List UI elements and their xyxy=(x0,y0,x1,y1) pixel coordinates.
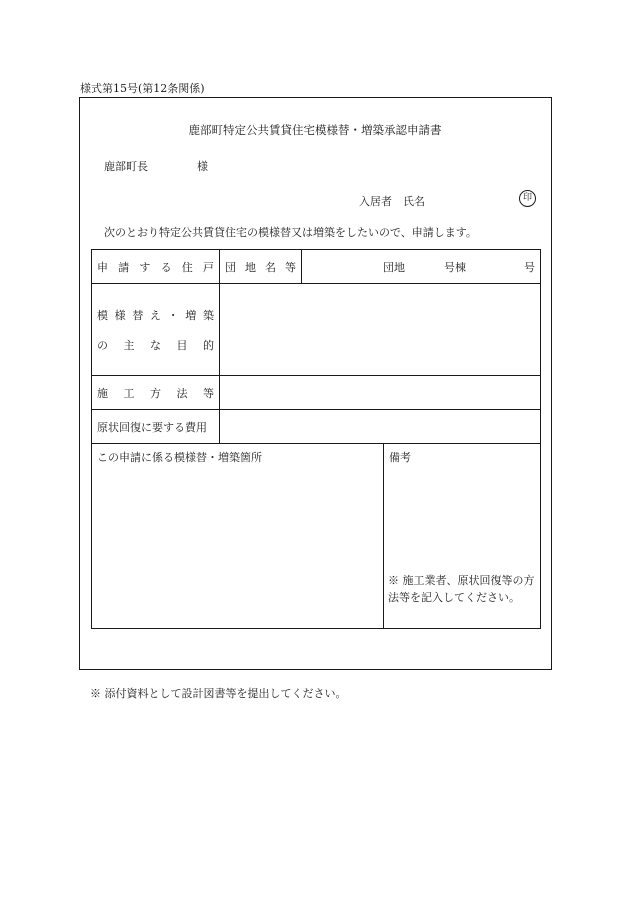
complex-label-char: 地 xyxy=(245,260,256,274)
method-label-cell xyxy=(92,376,220,410)
address-label-char: 申 xyxy=(97,260,108,274)
address-value-field[interactable] xyxy=(302,250,541,284)
method-value-field[interactable] xyxy=(220,376,541,410)
method-label-char: 法 xyxy=(176,386,188,400)
purpose-label-char: ・ xyxy=(167,308,179,322)
applicant-name-label: 氏名 xyxy=(403,195,425,208)
location-field[interactable] xyxy=(92,444,384,629)
remarks-note: ※ 施工業者、原状回復等の方法等を記入してください。 xyxy=(388,574,535,604)
address-label-cell xyxy=(92,250,220,284)
form-number: 様式第15号(第12条関係) xyxy=(80,82,205,95)
room-unit-label: 号 xyxy=(524,260,535,274)
complex-label-char: 等 xyxy=(285,260,296,274)
complex-label-char: 団 xyxy=(225,260,236,274)
seal-mark: 印 xyxy=(519,190,536,207)
purpose-label-char: 様 xyxy=(114,308,126,322)
purpose-label-char: な xyxy=(150,338,161,352)
complex-label-cell xyxy=(220,250,302,284)
addressee: 鹿部町長 xyxy=(104,160,148,173)
addressee-honorific: 様 xyxy=(197,160,208,173)
address-row xyxy=(92,250,541,284)
purpose-label-char: 模 xyxy=(97,308,108,322)
complex-unit-label: 団地 xyxy=(383,260,405,274)
purpose-row xyxy=(92,284,541,376)
method-label-char: 等 xyxy=(203,386,214,400)
location-label: この申請に係る模様替・増築箇所 xyxy=(97,451,262,464)
restoration-label-cell: 原状回復に要する費用 xyxy=(92,410,220,444)
intro-text: 次のとおり特定公共賃貸住宅の模様替又は増築をしたいので、申請します。 xyxy=(104,226,477,239)
building-unit-label: 号棟 xyxy=(444,260,466,274)
address-label-char: る xyxy=(160,260,172,274)
remarks-label: 備考 xyxy=(389,451,411,464)
method-label-char: 施 xyxy=(97,386,108,400)
address-label-char: 戸 xyxy=(202,260,214,274)
purpose-label-char: 目 xyxy=(176,338,188,352)
address-label-char: す xyxy=(139,260,151,274)
applicant-label: 入居者 xyxy=(359,195,392,208)
purpose-label-char: の xyxy=(97,338,108,352)
document-title: 鹿部町特定公共賃貸住宅模様替・増築承認申請書 xyxy=(188,123,442,137)
footnote: ※ 添付資料として設計図書等を提出してください。 xyxy=(90,687,347,700)
address-label-char: 住 xyxy=(181,260,193,274)
purpose-label-char: 主 xyxy=(123,338,135,352)
restoration-row xyxy=(92,410,541,444)
method-row xyxy=(92,376,541,410)
method-label-char: 工 xyxy=(123,386,135,400)
purpose-value-field[interactable] xyxy=(220,284,541,376)
restoration-value-field[interactable] xyxy=(220,410,541,444)
purpose-label-char: え xyxy=(149,308,161,322)
purpose-label-char: 築 xyxy=(202,308,214,322)
address-label-char: 請 xyxy=(118,260,130,274)
purpose-label-char: 的 xyxy=(203,338,214,352)
purpose-label-cell xyxy=(92,284,220,376)
purpose-label-char: 増 xyxy=(185,308,197,322)
purpose-label-char: 替 xyxy=(132,308,144,322)
complex-label-char: 名 xyxy=(265,260,276,274)
method-label-char: 方 xyxy=(150,386,161,400)
